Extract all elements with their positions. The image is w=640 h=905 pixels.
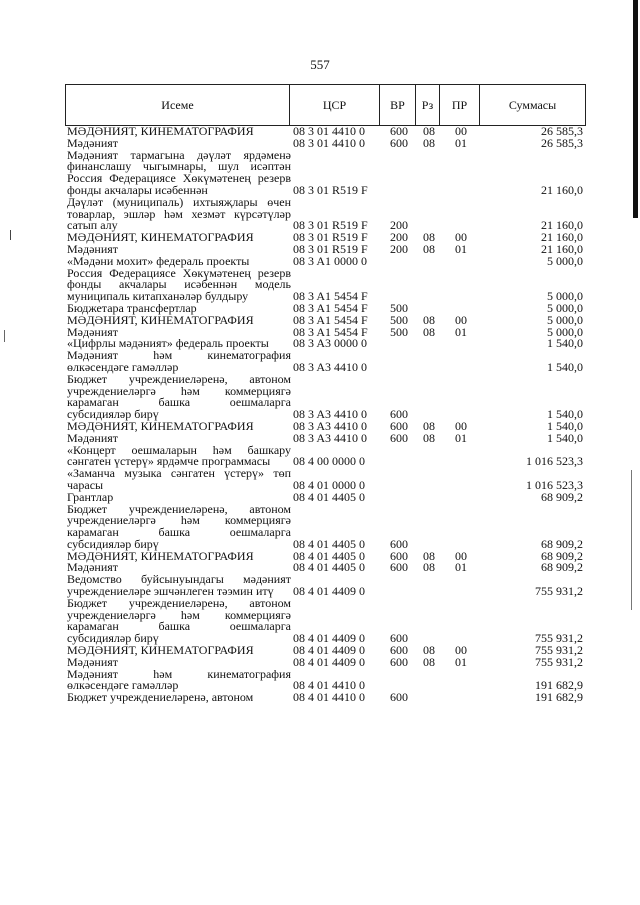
row-name-line: «Цифрлы мәдәният» федераль проекты	[67, 336, 269, 351]
row-csr: 08 3 A1 0000 0	[293, 253, 368, 268]
row-sum: 68 909,2	[541, 560, 583, 575]
row-name-line: Россия Федерациясе Хөкүмәтенең резерв	[67, 171, 291, 186]
row-sum: 5 000,0	[547, 300, 583, 315]
row-name-line: өлкәсендәге гамәлләр	[67, 359, 179, 374]
row-name-line: муниципаль китапханәләр булдыру	[67, 289, 249, 304]
row-rz: 08	[423, 430, 435, 445]
row-vr: 600	[390, 124, 408, 138]
row-vr: 200	[390, 218, 408, 233]
row-csr: 08 4 01 0000 0	[293, 477, 365, 492]
row-name-line: Ведомство буйсынуындагы мәдәният	[67, 572, 291, 587]
row-name-line: өлкәсендәге гамәлләр	[67, 678, 179, 693]
row-sum: 1 540,0	[547, 430, 583, 445]
row-name-line: Мәдәният	[67, 654, 119, 669]
row-sum: 191 682,9	[535, 690, 583, 705]
row-name-line: Мәдәният	[67, 560, 119, 575]
row-rz: 08	[423, 548, 435, 563]
row-rz: 08	[423, 654, 435, 669]
row-name	[67, 350, 291, 374]
row-pr: 01	[455, 560, 467, 575]
row-pr: 01	[455, 324, 467, 339]
row-vr: 600	[390, 643, 408, 658]
row-vr: 500	[390, 324, 408, 339]
row-csr: 08 3 A3 0000 0	[293, 336, 368, 351]
row-pr: 00	[455, 548, 467, 563]
row-csr: 08 3 A1 5454 F	[293, 289, 368, 304]
row-name-line: субсидияләр бирү	[67, 536, 159, 551]
row-vr: 600	[390, 418, 408, 433]
row-name-line: Бюджет учреждениеләренә, автоном	[67, 690, 254, 705]
table-row	[67, 692, 583, 704]
row-name	[67, 666, 291, 693]
header-vr: ВР	[380, 85, 416, 126]
table-row	[67, 442, 583, 469]
row-name-line: карамаган башка оешмаларга	[67, 395, 291, 410]
row-name-line: товарлар, эшләр һәм хезмәт күрсәтүләр	[67, 206, 291, 221]
row-name-line: учреждениеләргә һәм коммерциягә	[67, 383, 291, 398]
row-csr: 08 4 01 4410 0	[293, 678, 365, 693]
row-sum: 21 160,0	[541, 182, 583, 197]
scan-edge-mark	[10, 230, 11, 240]
header-pr: ПР	[440, 85, 480, 126]
row-name-line: фонды акчалары исәбеннән	[67, 182, 208, 197]
row-name-line: Бюджет учреждениеләренә, автоном	[67, 595, 291, 610]
table-row	[67, 350, 583, 374]
row-rz: 08	[423, 241, 435, 256]
row-vr: 600	[390, 135, 408, 150]
row-name-line: Мәдәният тармагына дәүләт ярдәменә	[67, 147, 291, 162]
row-csr: 08 4 01 4409 0	[293, 631, 365, 646]
row-csr: 08 3 01 4410 0	[293, 135, 365, 150]
row-name-line: Мәдәният һәм кинематография	[67, 348, 291, 363]
row-csr: 08 4 01 4405 0	[293, 560, 365, 575]
row-name-line: Мәдәният һәм кинематография	[67, 666, 291, 681]
row-vr: 600	[390, 560, 408, 575]
row-name	[67, 692, 291, 704]
row-sum: 5 000,0	[547, 289, 583, 304]
row-csr: 08 3 01 R519 F	[293, 218, 368, 233]
table-header	[65, 84, 586, 126]
row-name-line: карамаган башка оешмаларга	[67, 525, 291, 540]
row-sum: 68 909,2	[541, 536, 583, 551]
row-sum: 5 000,0	[547, 253, 583, 268]
row-name-line: фонды акчалары исәбеннән модель	[67, 277, 291, 292]
row-vr: 600	[390, 430, 408, 445]
row-name-line: учреждениеләре эшчәнлеген тәэмин итү	[67, 584, 274, 599]
row-rz: 08	[423, 560, 435, 575]
row-name-line: учреждениеләргә һәм коммерциягә	[67, 513, 291, 528]
row-csr: 08 4 00 0000 0	[293, 454, 365, 469]
row-name-line: Бюджет учреждениеләренә, автоном	[67, 371, 291, 386]
row-csr: 08 3 A3 4410 0	[293, 418, 368, 433]
row-sum: 191 682,9	[535, 678, 583, 693]
row-sum: 755 931,2	[535, 631, 583, 646]
row-csr: 08 3 A3 4410 0	[293, 407, 368, 422]
row-rz: 08	[423, 135, 435, 150]
header-name: Исеме	[66, 85, 290, 126]
row-sum: 5 000,0	[547, 312, 583, 327]
row-name-line: Грантлар	[67, 489, 114, 504]
row-csr: 08 3 01 R519 F	[293, 182, 368, 197]
row-name-line: «Концерт оешмаларын һәм башкару	[67, 442, 291, 457]
row-name-line: МӘДӘНИЯТ, КИНЕМАТОГРАФИЯ	[67, 643, 254, 658]
row-name-line: Бюджет учреждениеләренә, автоном	[67, 501, 291, 516]
row-pr: 00	[455, 643, 467, 658]
row-name-line: Мәдәният	[67, 430, 119, 445]
row-name	[67, 265, 291, 304]
row-name	[67, 468, 291, 492]
row-rz: 08	[423, 312, 435, 327]
row-sum: 1 540,0	[547, 336, 583, 351]
page-number: 557	[310, 57, 330, 72]
header-rz: Рз	[416, 85, 440, 126]
row-sum: 755 931,2	[535, 584, 583, 599]
row-name-line: учреждениеләргә һәм коммерциягә	[67, 607, 291, 622]
row-sum: 21 160,0	[541, 241, 583, 256]
row-name-line: сәнгатен үстерү» ярдәмче программасы	[67, 454, 271, 469]
row-name-line: МӘДӘНИЯТ, КИНЕМАТОГРАФИЯ	[67, 312, 254, 327]
table-row	[67, 501, 583, 551]
row-csr: 08 4 01 4409 0	[293, 584, 365, 599]
row-pr: 00	[455, 124, 467, 138]
row-sum: 1 016 523,3	[526, 454, 583, 469]
row-sum: 1 016 523,3	[526, 477, 583, 492]
table-row	[67, 574, 583, 598]
row-name-line: Мәдәният	[67, 135, 119, 150]
row-csr: 08 3 A1 5454 F	[293, 312, 368, 327]
row-name	[67, 574, 291, 598]
row-name	[67, 442, 291, 469]
row-vr: 600	[390, 631, 408, 646]
row-csr: 08 4 01 4410 0	[293, 690, 365, 705]
row-csr: 08 4 01 4405 0	[293, 536, 365, 551]
row-csr: 08 3 A3 4410 0	[293, 430, 368, 445]
table-row	[67, 194, 583, 233]
row-name	[67, 501, 291, 551]
row-vr: 600	[390, 407, 408, 422]
row-pr: 01	[455, 430, 467, 445]
row-name-line: Дәүләт (муниципаль) ихтыяҗлары өчен	[67, 194, 291, 209]
row-pr: 01	[455, 241, 467, 256]
row-name-line: «Заманча музыка сәнгатен үстерү» төп	[67, 466, 291, 481]
row-name-line: чарасы	[67, 477, 104, 492]
row-rz: 08	[423, 643, 435, 658]
row-name-line: «Мәдәни мохит» федераль проекты	[67, 253, 250, 268]
row-name	[67, 595, 291, 646]
row-sum: 68 909,2	[541, 489, 583, 504]
row-name-line: Мәдәният	[67, 324, 119, 339]
row-vr: 500	[390, 300, 408, 315]
row-vr: 500	[390, 312, 408, 327]
row-vr: 200	[390, 241, 408, 256]
table-row	[67, 595, 583, 646]
row-name-line: МӘДӘНИЯТ, КИНЕМАТОГРАФИЯ	[67, 124, 254, 138]
row-csr: 08 3 01 R519 F	[293, 241, 368, 256]
row-sum: 755 931,2	[535, 643, 583, 658]
row-rz: 08	[423, 124, 435, 138]
table-row	[67, 265, 583, 304]
row-vr: 600	[390, 654, 408, 669]
row-name	[67, 194, 291, 233]
row-name-line: МӘДӘНИЯТ, КИНЕМАТОГРАФИЯ	[67, 548, 254, 563]
table-row	[67, 371, 583, 422]
row-csr: 08 4 01 4409 0	[293, 654, 365, 669]
table-row	[67, 666, 583, 693]
row-csr: 08 4 01 4405 0	[293, 489, 365, 504]
row-csr: 08 4 01 4409 0	[293, 643, 365, 658]
row-pr: 00	[455, 418, 467, 433]
row-sum: 26 585,3	[541, 135, 583, 150]
row-name-line: сатып алу	[67, 218, 118, 233]
row-sum: 755 931,2	[535, 654, 583, 669]
table-row	[67, 147, 583, 197]
row-rz: 08	[423, 418, 435, 433]
row-name-line: МӘДӘНИЯТ, КИНЕМАТОГРАФИЯ	[67, 418, 254, 433]
row-sum: 26 585,3	[541, 124, 583, 138]
header-sum: Суммасы	[480, 85, 586, 126]
row-vr: 600	[390, 690, 408, 705]
row-name-line: Мәдәният	[67, 241, 119, 256]
row-pr: 01	[455, 135, 467, 150]
row-pr: 00	[455, 230, 467, 245]
row-csr: 08 3 A1 5454 F	[293, 300, 368, 315]
row-csr: 08 3 A1 5454 F	[293, 324, 368, 339]
row-vr: 200	[390, 230, 408, 245]
header-csr: ЦСР	[290, 85, 380, 126]
row-vr: 600	[390, 536, 408, 551]
row-csr: 08 4 01 4405 0	[293, 548, 365, 563]
row-rz: 08	[423, 324, 435, 339]
row-sum: 68 909,2	[541, 548, 583, 563]
scan-edge-mark	[633, 0, 638, 218]
row-name	[67, 371, 291, 422]
row-csr: 08 3 01 R519 F	[293, 230, 368, 245]
row-sum: 21 160,0	[541, 218, 583, 233]
table-row	[67, 468, 583, 492]
row-sum: 1 540,0	[547, 418, 583, 433]
row-sum: 5 000,0	[547, 324, 583, 339]
row-sum: 1 540,0	[547, 407, 583, 422]
row-sum: 21 160,0	[541, 230, 583, 245]
row-pr: 00	[455, 312, 467, 327]
row-csr: 08 3 01 4410 0	[293, 124, 365, 138]
scan-edge-mark	[4, 330, 5, 342]
row-sum: 1 540,0	[547, 359, 583, 374]
row-vr: 600	[390, 548, 408, 563]
row-name-line: Россия Федерациясе Хөкүмәтенең резерв	[67, 265, 291, 280]
row-name-line: Бюджетара трансфертлар	[67, 300, 197, 315]
scan-edge-mark	[631, 470, 632, 610]
row-name-line: МӘДӘНИЯТ, КИНЕМАТОГРАФИЯ	[67, 230, 254, 245]
row-name-line: карамаган башка оешмаларга	[67, 619, 291, 634]
row-csr: 08 3 A3 4410 0	[293, 359, 368, 374]
row-name-line: финанслашу чыгымнары, шул исәптән	[67, 159, 291, 174]
row-name-line: субсидияләр бирү	[67, 631, 159, 646]
row-rz: 08	[423, 230, 435, 245]
row-pr: 01	[455, 654, 467, 669]
table-body	[67, 126, 583, 704]
row-name	[67, 147, 291, 197]
row-name-line: субсидияләр бирү	[67, 407, 159, 422]
